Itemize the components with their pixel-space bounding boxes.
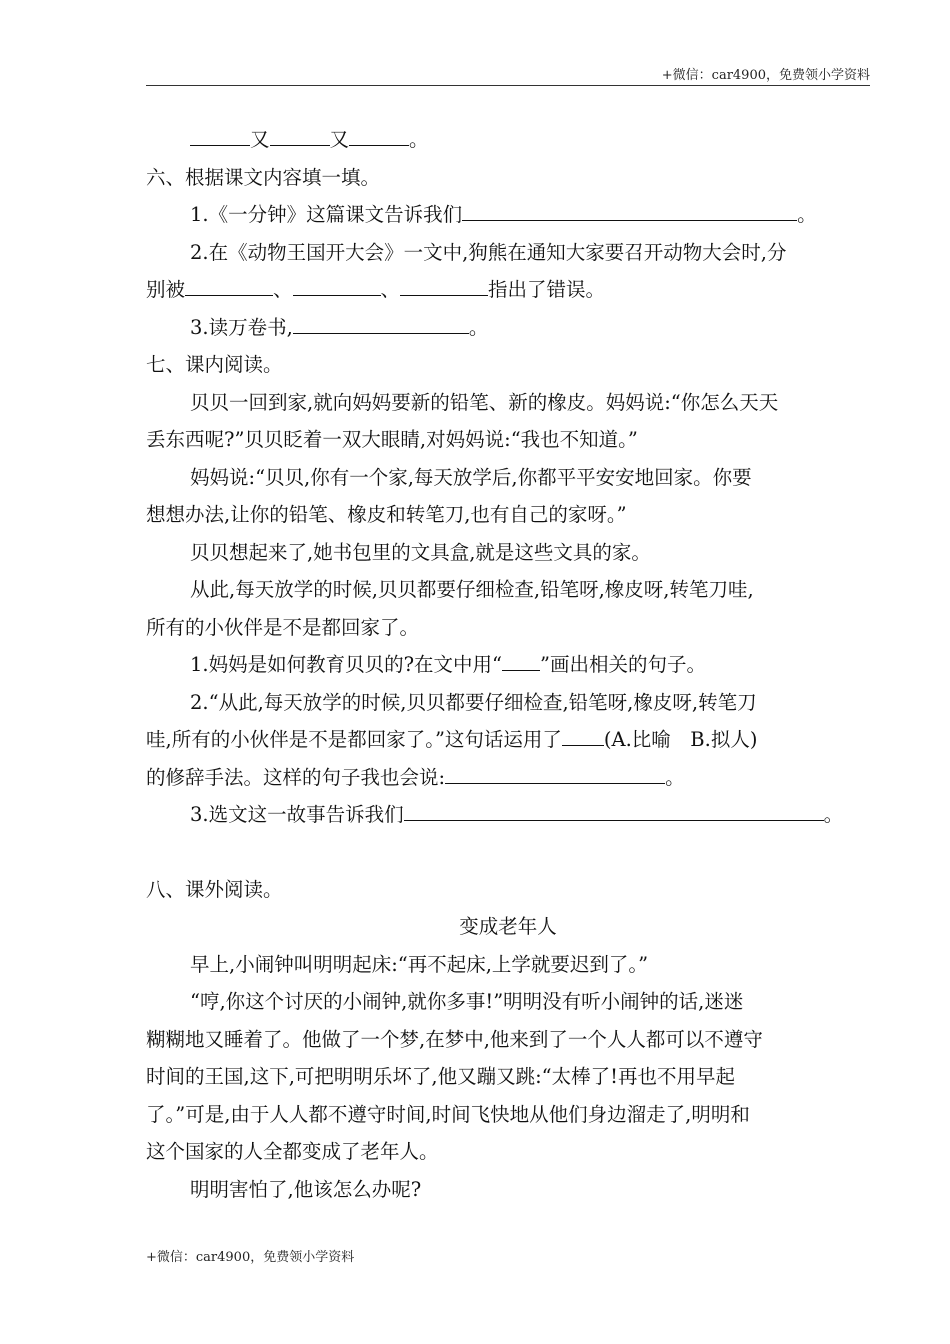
answer-blank[interactable] bbox=[462, 202, 797, 221]
question-text: 3.读万卷书, bbox=[190, 315, 293, 339]
question-6-2-continued bbox=[146, 276, 870, 314]
story-line: 早上,小闹钟叫明明起床:“再不起床,上学就要迟到了。” bbox=[190, 952, 649, 976]
question-text: 1.《一分钟》这篇课文告诉我们 bbox=[190, 203, 463, 226]
passage-line: 所有的小伙伴是不是都回家了。 bbox=[146, 615, 420, 639]
story-line: “哼,你这个讨厌的小闹钟,就你多事!”明明没有听小闹钟的话,迷迷 bbox=[190, 990, 744, 1013]
question-6-2: 2.在《动物王国开大会》一文中,狗熊在通知大家要召开动物大会时,分 bbox=[190, 240, 787, 264]
story-line: 明明害怕了,他该怎么办呢? bbox=[190, 1177, 422, 1201]
header-divider bbox=[146, 85, 870, 86]
answer-blank[interactable] bbox=[562, 727, 604, 746]
answer-blank[interactable] bbox=[400, 277, 488, 296]
worksheet-body bbox=[146, 126, 870, 1213]
text: 。 bbox=[823, 803, 844, 826]
question-text: 1.妈妈是如何教育贝贝的?在文中用“ bbox=[190, 653, 503, 676]
question-7-2: 2.“从此,每天放学的时候,贝贝都要仔细检查,铅笔呀,橡皮呀,转笔刀 bbox=[190, 690, 757, 714]
footer-note: +微信：car4900，免费领小学资料 bbox=[146, 1250, 355, 1265]
answer-blank[interactable] bbox=[185, 277, 273, 296]
passage-line: 想想办法,让你的铅笔、橡皮和转笔刀,也有自己的家呀。” bbox=[146, 503, 627, 526]
passage-line: 妈妈说:“贝贝,你有一个家,每天放学后,你都平平安安地回家。你要 bbox=[190, 465, 752, 489]
section-six-title: 六、根据课文内容填一填。 bbox=[146, 165, 381, 189]
text: 。 bbox=[665, 765, 685, 789]
answer-blank[interactable] bbox=[293, 277, 381, 296]
answer-blank[interactable] bbox=[404, 802, 824, 821]
question-text: ”画出相关的句子。 bbox=[540, 653, 707, 676]
text: 、 bbox=[380, 278, 401, 301]
question-text: 的修辞手法。这样的句子我也会说: bbox=[146, 765, 446, 789]
section-eight-title: 八、课外阅读。 bbox=[146, 877, 283, 901]
question-6-3 bbox=[146, 314, 870, 352]
story-line: 时间的王国,这下,可把明明乐坏了,他又蹦又跳:“太棒了!再也不用早起 bbox=[146, 1065, 735, 1088]
question-7-2-continued bbox=[146, 726, 870, 764]
answer-blank[interactable] bbox=[293, 315, 469, 334]
question-7-1 bbox=[146, 651, 870, 689]
passage-line: 丢东西呢?”贝贝眨着一双大眼睛,对妈妈说:“我也不知道。” bbox=[146, 428, 638, 451]
question-7-2-continued bbox=[146, 764, 870, 802]
story-line: 这个国家的人全都变成了老年人。 bbox=[146, 1140, 439, 1163]
text: 、 bbox=[273, 278, 293, 301]
passage-line: 从此,每天放学的时候,贝贝都要仔细检查,铅笔呀,橡皮呀,转笔刀哇, bbox=[190, 578, 754, 601]
answer-blank[interactable] bbox=[190, 127, 250, 146]
text: 别被 bbox=[146, 278, 186, 301]
text: 。 bbox=[409, 128, 429, 151]
text: 。 bbox=[468, 315, 489, 339]
choice-options: (A.比喻 B.拟人) bbox=[603, 728, 758, 751]
line-fill-pattern bbox=[146, 126, 870, 164]
text: 指出了错误。 bbox=[488, 278, 606, 301]
question-6-1 bbox=[146, 201, 870, 239]
answer-blank[interactable] bbox=[349, 127, 409, 146]
header-note: +微信：car4900，免费领小学资料 bbox=[661, 68, 870, 83]
answer-blank[interactable] bbox=[502, 652, 540, 671]
text: 又 bbox=[329, 128, 350, 151]
section-seven-title: 七、课内阅读。 bbox=[146, 353, 283, 376]
spacer bbox=[146, 839, 870, 876]
passage-line: 贝贝想起来了,她书包里的文具盒,就是这些文具的家。 bbox=[190, 540, 651, 564]
text: 。 bbox=[797, 203, 817, 226]
story-title: 变成老年人 bbox=[459, 915, 557, 938]
question-7-3 bbox=[146, 801, 870, 839]
text: 又 bbox=[250, 128, 270, 151]
answer-blank[interactable] bbox=[270, 127, 330, 146]
question-text: 3.选文这一故事告诉我们 bbox=[190, 803, 404, 826]
story-line: 糊糊地又睡着了。他做了一个梦,在梦中,他来到了一个人人都可以不遵守 bbox=[146, 1027, 763, 1051]
answer-blank[interactable] bbox=[445, 765, 665, 784]
story-line: 了。”可是,由于人人都不遵守时间,时间飞快地从他们身边溜走了,明明和 bbox=[146, 1102, 750, 1126]
question-text: 哇,所有的小伙伴是不是都回家了。”这句话运用了 bbox=[146, 728, 562, 751]
passage-line: 贝贝一回到家,就向妈妈要新的铅笔、新的橡皮。妈妈说:“你怎么天天 bbox=[190, 390, 779, 414]
